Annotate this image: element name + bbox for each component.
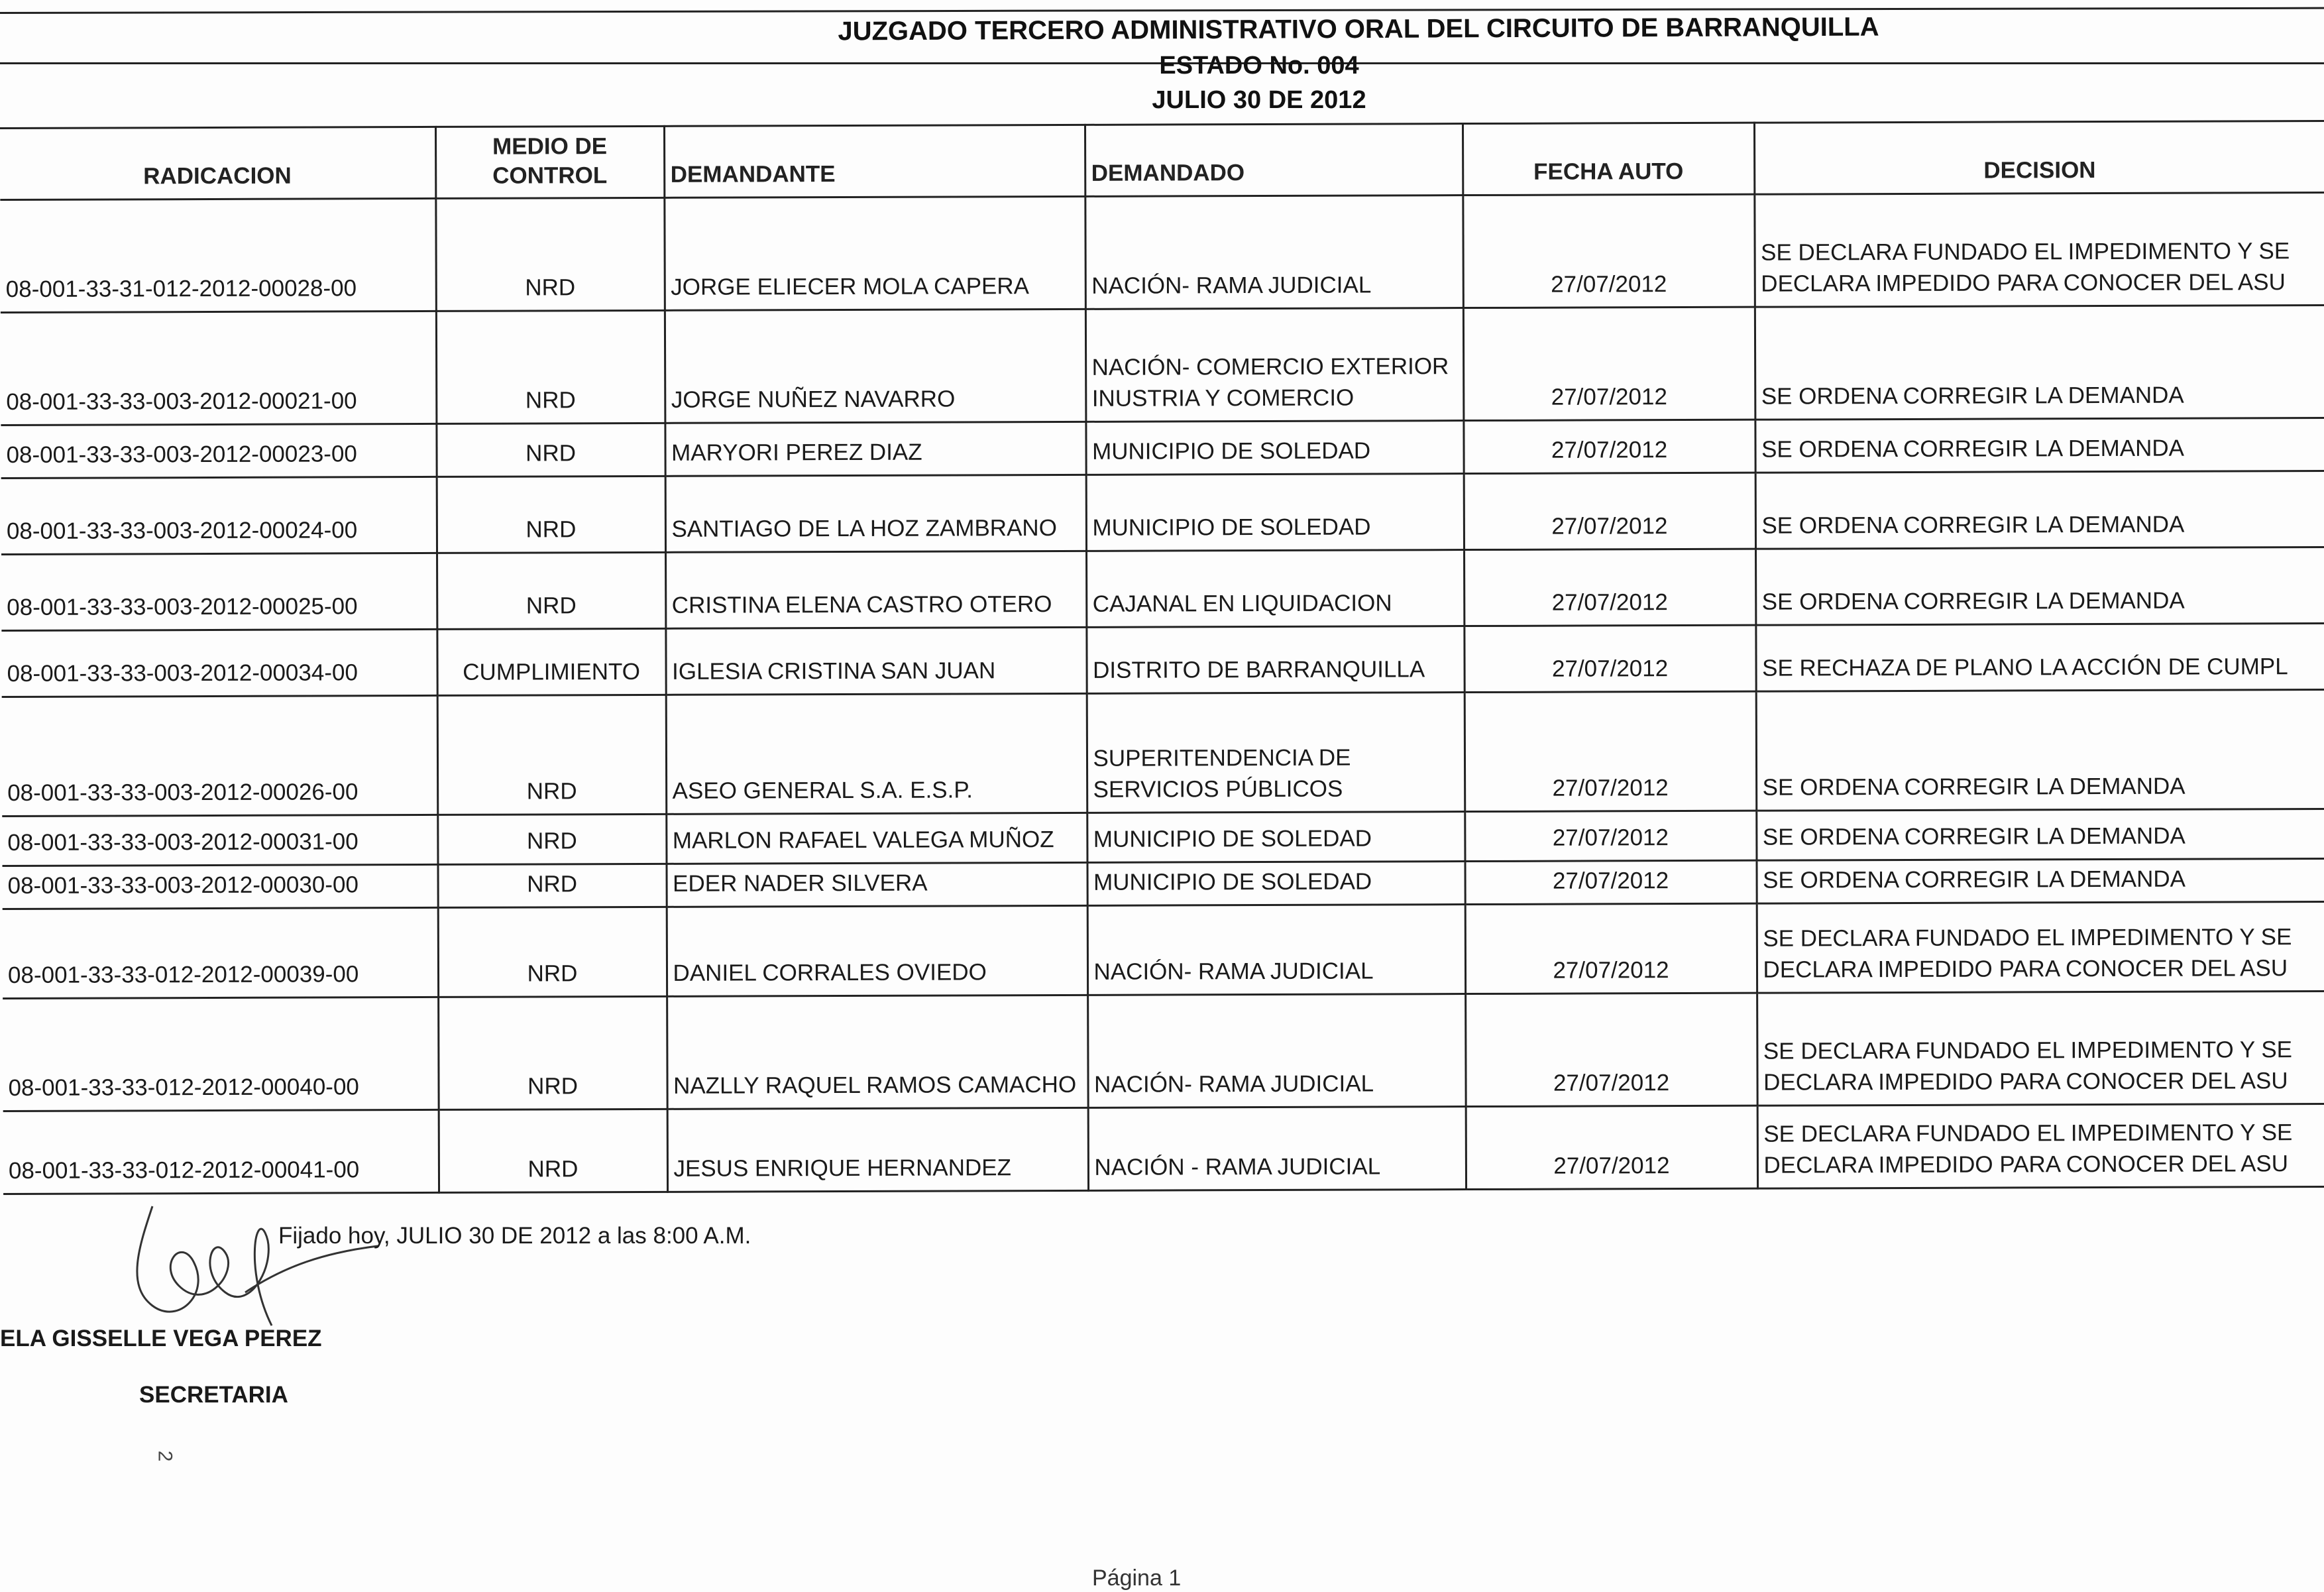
cell-fecha-auto: 27/07/2012 xyxy=(1465,903,1757,994)
estado-date: JULIO 30 DE 2012 xyxy=(1152,86,1366,114)
cell-demandante: JORGE NUÑEZ NAVARRO xyxy=(665,309,1086,423)
cell-medio-control: NRD xyxy=(438,996,667,1109)
cell-demandante: SANTIAGO DE LA HOZ ZAMBRANO xyxy=(665,475,1086,552)
cell-demandado: SUPERITENDENCIA DE SERVICIOS PÚBLICOS xyxy=(1087,693,1465,813)
cell-demandado: NACIÓN- COMERCIO EXTERIOR INUSTRIA Y COMERCIO xyxy=(1085,308,1464,422)
col-demandado: DEMANDADO xyxy=(1085,124,1463,197)
cell-demandado: NACIÓN- RAMA JUDICIAL xyxy=(1085,196,1463,310)
cell-demandado: MUNICIPIO DE SOLEDAD xyxy=(1087,862,1465,906)
cell-demandante: IGLESIA CRISTINA SAN JUAN xyxy=(665,627,1086,695)
cell-decision: SE ORDENA CORREGIR LA DEMANDA xyxy=(1756,858,2324,903)
col-fecha-auto: FECHA AUTO xyxy=(1463,123,1754,195)
cell-demandante: MARYORI PEREZ DIAZ xyxy=(665,422,1085,476)
cell-decision: SE DECLARA FUNDADO EL IMPEDIMENTO Y SE DECLARA IMPEDIDO PARA CONOCER DEL ASU xyxy=(1754,192,2324,307)
cell-radicacion: 08-001-33-33-003-2012-00024-00 xyxy=(1,477,437,554)
cell-decision: SE DECLARA FUNDADO EL IMPEDIMENTO Y SE DECLARA IMPEDIDO PARA CONOCER DEL ASU xyxy=(1757,991,2324,1106)
estado-table xyxy=(0,120,2324,1195)
cell-demandante: ASEO GENERAL S.A. E.S.P. xyxy=(666,693,1087,814)
page-number: Página 1 xyxy=(1092,1565,1182,1591)
table-row xyxy=(2,689,2324,816)
cell-radicacion: 08-001-33-33-003-2012-00023-00 xyxy=(1,424,436,478)
cell-fecha-auto: 27/07/2012 xyxy=(1463,194,1755,308)
fijado-text: Fijado hoy, JULIO 30 DE 2012 a las 8:00 A.M. xyxy=(278,1223,751,1249)
cell-demandante: NAZLLY RAQUEL RAMOS CAMACHO xyxy=(667,995,1088,1109)
table-row xyxy=(3,858,2324,909)
cell-demandado: MUNICIPIO DE SOLEDAD xyxy=(1086,474,1464,551)
table-row xyxy=(3,1104,2324,1194)
cell-decision: SE ORDENA CORREGIR LA DEMANDA xyxy=(1756,809,2324,860)
cell-demandante: CRISTINA ELENA CASTRO OTERO xyxy=(665,551,1086,628)
cell-decision: SE ORDENA CORREGIR LA DEMANDA xyxy=(1755,305,2324,420)
cell-demandado: CAJANAL EN LIQUIDACION xyxy=(1086,550,1464,628)
cell-decision: SE ORDENA CORREGIR LA DEMANDA xyxy=(1755,418,2324,473)
cell-demandado: NACIÓN- RAMA JUDICIAL xyxy=(1087,994,1466,1108)
table-row xyxy=(1,471,2324,554)
cell-radicacion: 08-001-33-33-012-2012-00041-00 xyxy=(3,1109,439,1194)
cell-fecha-auto: 27/07/2012 xyxy=(1463,420,1755,473)
cell-decision: SE ORDENA CORREGIR LA DEMANDA xyxy=(1756,689,2324,811)
signer-name: ELA GISSELLE VEGA PEREZ xyxy=(0,1326,322,1351)
page-mark: 2 xyxy=(154,1450,176,1462)
cell-fecha-auto: 27/07/2012 xyxy=(1464,473,1755,549)
table-row xyxy=(1,623,2324,697)
cell-fecha-auto: 27/07/2012 xyxy=(1465,993,1757,1106)
col-radicacion: RADICACION xyxy=(0,127,435,199)
cell-fecha-auto: 27/07/2012 xyxy=(1464,625,1755,692)
cell-radicacion: 08-001-33-33-003-2012-00034-00 xyxy=(1,629,437,697)
cell-demandado: NACIÓN- RAMA JUDICIAL xyxy=(1087,905,1465,995)
cell-radicacion: 08-001-33-33-012-2012-00039-00 xyxy=(3,907,438,998)
cell-decision: SE ORDENA CORREGIR LA DEMANDA xyxy=(1755,471,2324,549)
cell-demandado: MUNICIPIO DE SOLEDAD xyxy=(1085,421,1463,475)
cell-medio-control: NRD xyxy=(435,198,665,311)
cell-medio-control: NRD xyxy=(438,907,667,997)
table-row xyxy=(2,809,2324,866)
table-row xyxy=(1,547,2324,630)
cell-medio-control: NRD xyxy=(437,695,667,815)
cell-decision: SE DECLARA FUNDADO EL IMPEDIMENTO Y SE DECLARA IMPEDIDO PARA CONOCER DEL ASU xyxy=(1757,901,2324,993)
court-title: JUZGADO TERCERO ADMINISTRATIVO ORAL DEL CIRCUITO DE BARRANQUILLA xyxy=(838,12,1879,46)
table-row xyxy=(3,991,2324,1111)
col-decision: DECISION xyxy=(1754,121,2324,194)
cell-demandante: DANIEL CORRALES OVIEDO xyxy=(667,905,1087,996)
cell-fecha-auto: 27/07/2012 xyxy=(1464,549,1755,626)
cell-radicacion: 08-001-33-33-003-2012-00026-00 xyxy=(2,695,438,816)
cell-medio-control: NRD xyxy=(437,552,665,629)
cell-demandante: MARLON RAFAEL VALEGA MUÑOZ xyxy=(666,813,1087,864)
cell-medio-control: NRD xyxy=(436,423,665,477)
cell-radicacion: 08-001-33-31-012-2012-00028-00 xyxy=(0,198,436,312)
cell-medio-control: NRD xyxy=(437,814,666,864)
table-row xyxy=(3,901,2324,998)
cell-fecha-auto: 27/07/2012 xyxy=(1465,860,1756,904)
cell-decision: SE DECLARA FUNDADO EL IMPEDIMENTO Y SE DECLARA IMPEDIDO PARA CONOCER DEL ASU xyxy=(1757,1104,2324,1188)
cell-radicacion: 08-001-33-33-003-2012-00031-00 xyxy=(2,815,437,866)
cell-demandado: MUNICIPIO DE SOLEDAD xyxy=(1087,812,1465,863)
table-row xyxy=(0,192,2324,312)
cell-radicacion: 08-001-33-33-012-2012-00040-00 xyxy=(3,997,439,1111)
cell-decision: SE RECHAZA DE PLANO LA ACCIÓN DE CUMPL xyxy=(1755,623,2324,691)
cell-radicacion: 08-001-33-33-003-2012-00030-00 xyxy=(3,864,438,909)
estado-number: ESTADO No. 004 xyxy=(1159,52,1359,80)
col-medio-control: MEDIO DE CONTROL xyxy=(435,126,664,198)
cell-demandante: JESUS ENRIQUE HERNANDEZ xyxy=(667,1108,1088,1192)
cell-demandado: DISTRITO DE BARRANQUILLA xyxy=(1086,626,1464,694)
table-row xyxy=(1,418,2324,478)
cell-demandado: NACIÓN - RAMA JUDICIAL xyxy=(1088,1107,1466,1191)
cell-fecha-auto: 27/07/2012 xyxy=(1466,1106,1757,1189)
table-header-row xyxy=(0,121,2324,199)
signer-role: SECRETARIA xyxy=(139,1382,288,1408)
cell-fecha-auto: 27/07/2012 xyxy=(1465,691,1757,811)
cell-medio-control: NRD xyxy=(439,1109,667,1192)
table-row xyxy=(1,305,2324,425)
cell-medio-control: CUMPLIMIENTO xyxy=(437,628,665,695)
cell-radicacion: 08-001-33-33-003-2012-00025-00 xyxy=(1,553,437,630)
cell-fecha-auto: 27/07/2012 xyxy=(1463,307,1755,420)
cell-medio-control: NRD xyxy=(437,864,666,907)
cell-fecha-auto: 27/07/2012 xyxy=(1465,811,1756,861)
cell-medio-control: NRD xyxy=(436,310,665,424)
cell-demandante: EDER NADER SILVERA xyxy=(666,862,1087,907)
cell-medio-control: NRD xyxy=(437,476,665,553)
cell-demandante: JORGE ELIECER MOLA CAPERA xyxy=(664,196,1085,310)
col-demandante: DEMANDANTE xyxy=(664,125,1085,198)
cell-decision: SE ORDENA CORREGIR LA DEMANDA xyxy=(1755,547,2324,625)
cell-radicacion: 08-001-33-33-003-2012-00021-00 xyxy=(1,311,437,425)
